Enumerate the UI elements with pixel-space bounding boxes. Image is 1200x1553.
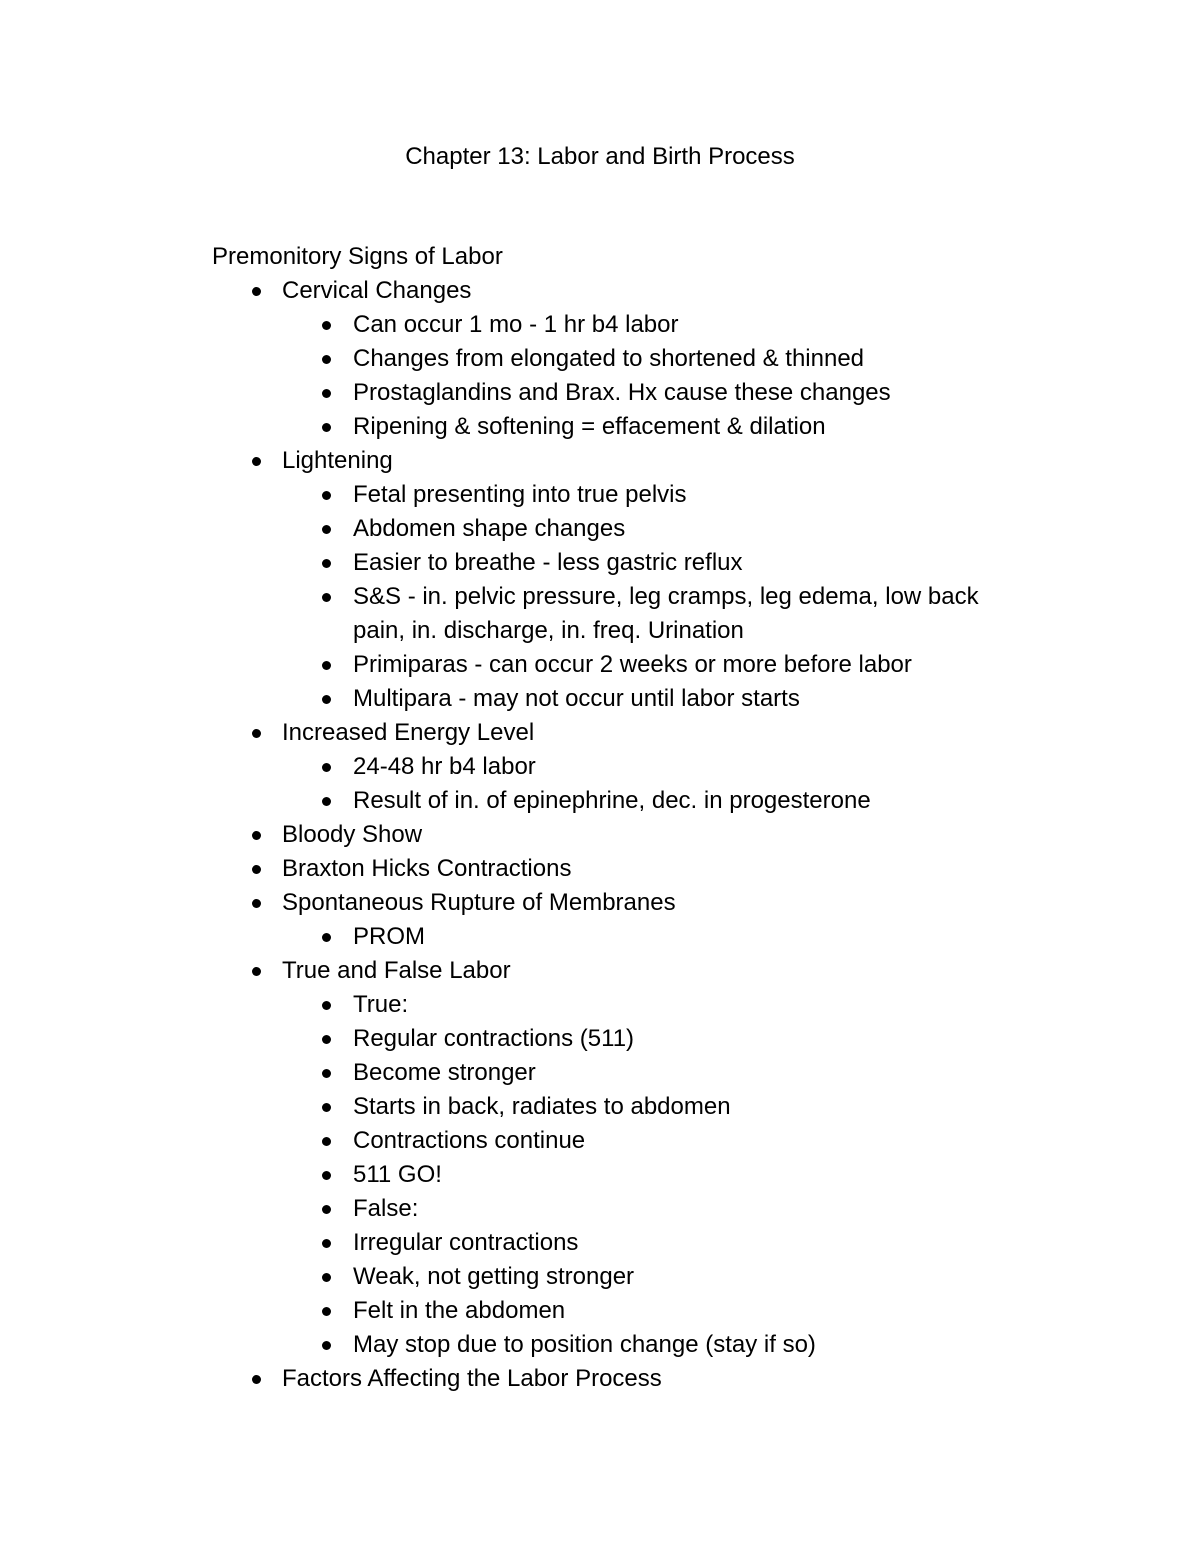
- bullet-icon: [322, 1273, 331, 1282]
- bullet-icon: [322, 797, 331, 806]
- outline-item: [212, 886, 1032, 920]
- outline-subitem: [212, 410, 1032, 444]
- bullet-icon: [252, 457, 261, 466]
- outline-subitem-text: Fetal presenting into true pelvis: [353, 481, 687, 508]
- section-heading: Premonitory Signs of Labor: [212, 243, 503, 270]
- outline-subitem: [212, 920, 1032, 954]
- bullet-icon: [322, 661, 331, 670]
- outline-subitem-text: Ripening & softening = effacement & dilation: [353, 413, 826, 440]
- sub-outline: [212, 308, 1032, 444]
- bullet-icon: [322, 1205, 331, 1214]
- outline-subitem: [212, 1022, 1032, 1056]
- outline-item-label: Cervical Changes: [282, 277, 472, 304]
- outline-subitem-text: Primiparas - can occur 2 weeks or more before labor: [353, 651, 912, 678]
- outline-subitem: [212, 1328, 1032, 1362]
- bullet-icon: [322, 389, 331, 398]
- bullet-icon: [252, 967, 261, 976]
- outline-subitem-text: Result of in. of epinephrine, dec. in progesterone: [353, 787, 871, 814]
- bullet-icon: [252, 1375, 261, 1384]
- outline-subitem-text: Changes from elongated to shortened & thinned: [353, 345, 865, 372]
- outline-subitem: [212, 1056, 1032, 1090]
- outline-subitem: [212, 1124, 1032, 1158]
- outline-item: [212, 852, 1032, 886]
- bullet-icon: [322, 593, 331, 602]
- outline-subitem-text: Can occur 1 mo - 1 hr b4 labor: [353, 311, 679, 338]
- outline-item: [212, 818, 1032, 852]
- document-title: Chapter 13: Labor and Birth Process: [405, 143, 795, 170]
- outline-subitem: [212, 342, 1032, 376]
- outline-subitem: [212, 546, 1032, 580]
- bullet-icon: [322, 355, 331, 364]
- outline-subitem-text: Easier to breathe - less gastric reflux: [353, 549, 743, 576]
- outline-item-label: Spontaneous Rupture of Membranes: [282, 889, 676, 916]
- bullet-icon: [322, 933, 331, 942]
- bullet-outline: [212, 274, 1032, 1396]
- outline-subitem-text: Felt in the abdomen: [353, 1297, 566, 1324]
- outline-subitem-text: Abdomen shape changes: [353, 515, 626, 542]
- bullet-icon: [252, 287, 261, 296]
- bullet-icon: [252, 865, 261, 874]
- outline-item-label: Bloody Show: [282, 821, 423, 848]
- outline-subitem: [212, 376, 1032, 410]
- sub-outline: [212, 988, 1032, 1362]
- bullet-icon: [322, 1341, 331, 1350]
- outline-subitem-text: Prostaglandins and Brax. Hx cause these changes: [353, 379, 891, 406]
- outline-item: [212, 444, 1032, 478]
- bullet-icon: [252, 899, 261, 908]
- sub-outline: [212, 920, 1032, 954]
- sub-outline: [212, 750, 1032, 818]
- bullet-icon: [322, 491, 331, 500]
- outline-item: [212, 1362, 1032, 1396]
- outline-subitem: [212, 1260, 1032, 1294]
- outline-subitem-text: True:: [353, 991, 409, 1018]
- outline-subitem: [212, 784, 1032, 818]
- outline-item: [212, 954, 1032, 988]
- outline-subitem: [212, 1192, 1032, 1226]
- outline-subitem: [212, 682, 1032, 716]
- bullet-icon: [322, 1239, 331, 1248]
- outline-subitem-text: 24-48 hr b4 labor: [353, 753, 536, 780]
- outline-subitem: [212, 580, 1032, 648]
- outline-subitem: [212, 512, 1032, 546]
- bullet-icon: [252, 831, 261, 840]
- bullet-icon: [252, 729, 261, 738]
- outline-subitem-text: Regular contractions (511): [353, 1025, 635, 1052]
- outline-subitem-text: Become stronger: [353, 1059, 536, 1086]
- outline-item: [212, 274, 1032, 308]
- bullet-icon: [322, 321, 331, 330]
- outline-item-label: Factors Affecting the Labor Process: [282, 1365, 662, 1392]
- bullet-icon: [322, 763, 331, 772]
- sub-outline: [212, 478, 1032, 716]
- outline-subitem: [212, 478, 1032, 512]
- outline-subitem-text: Starts in back, radiates to abdomen: [353, 1093, 731, 1120]
- outline-item-label: True and False Labor: [282, 957, 511, 984]
- outline-subitem: [212, 750, 1032, 784]
- outline-subitem-text: Multipara - may not occur until labor starts: [353, 685, 800, 712]
- outline-item-label: Increased Energy Level: [282, 719, 535, 746]
- bullet-icon: [322, 1001, 331, 1010]
- bullet-icon: [322, 559, 331, 568]
- bullet-icon: [322, 1171, 331, 1180]
- outline-item-label: Braxton Hicks Contractions: [282, 855, 572, 882]
- bullet-icon: [322, 1035, 331, 1044]
- bullet-icon: [322, 1137, 331, 1146]
- bullet-icon: [322, 423, 331, 432]
- outline-subitem-text: Weak, not getting stronger: [353, 1263, 635, 1290]
- outline-subitem: [212, 308, 1032, 342]
- bullet-icon: [322, 1307, 331, 1316]
- outline-subitem: [212, 1090, 1032, 1124]
- outline-subitem: [212, 1226, 1032, 1260]
- outline-subitem: [212, 988, 1032, 1022]
- outline-subitem-text: May stop due to position change (stay if so): [353, 1331, 816, 1358]
- outline-subitem-text: False:: [353, 1195, 419, 1222]
- outline-subitem: [212, 1294, 1032, 1328]
- outline-subitem: [212, 648, 1032, 682]
- outline-subitem: [212, 1158, 1032, 1192]
- outline-subitem-text: PROM: [353, 923, 425, 950]
- outline-subitem-text: 511 GO!: [353, 1161, 442, 1188]
- bullet-icon: [322, 1103, 331, 1112]
- bullet-icon: [322, 525, 331, 534]
- bullet-icon: [322, 1069, 331, 1078]
- outline-item-label: Lightening: [282, 447, 393, 474]
- outline-subitem-text: Irregular contractions: [353, 1229, 579, 1256]
- outline-subitem-text: Contractions continue: [353, 1127, 586, 1154]
- outline-item: [212, 716, 1032, 750]
- bullet-icon: [322, 695, 331, 704]
- outline-subitem-text: S&S - in. pelvic pressure, leg cramps, leg edema, low back pain, in. discharge, in. freq. Urination: [353, 583, 979, 644]
